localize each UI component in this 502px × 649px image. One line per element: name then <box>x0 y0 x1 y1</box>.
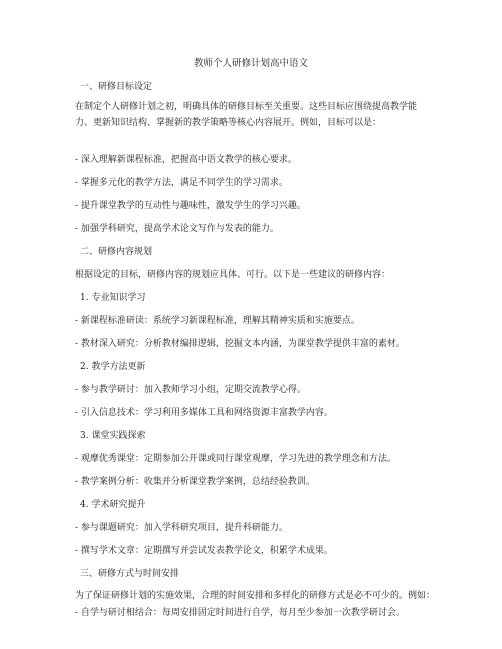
paragraph: 在制定个人研修计划之初，明确具体的研修目标至关重要。这些目标应围绕提高教学能力、更新知识结构、掌握新的教学策略等核心内容展开。例如，目标可以是： <box>75 102 418 128</box>
list-item: - 加强学科研究，提高学术论文写作与发表的能力。 <box>75 224 279 234</box>
list-item: - 自学与研讨相结合：每周安排固定时间进行自学，每月至少参加一次教学研讨会。 <box>75 608 405 618</box>
list-item: - 提升课堂教学的互动性与趣味性，激发学生的学习兴趣。 <box>75 201 306 211</box>
list-item: - 教材深入研究：分析教材编排逻辑，挖掘文本内涵，为课堂教学提供丰富的素材。 <box>75 339 405 349</box>
section-heading: 二、研修内容规划 <box>80 247 153 257</box>
subsection-heading: 3. 课堂实践探索 <box>80 431 146 441</box>
list-item: - 掌握多元化的教学方法，满足不同学生的学习需求。 <box>75 178 288 188</box>
subsection-heading: 2. 教学方法更新 <box>80 362 146 372</box>
list-item: - 撰写学术文章：定期撰写并尝试发表教学论文，积累学术成果。 <box>75 546 333 556</box>
paragraph: 为了保证研修计划的实施效果，合理的时间安排和多样化的研修方式是必不可少的。例如： <box>75 591 436 601</box>
list-item: - 引入信息技术：学习利用多媒体工具和网络资源丰富教学内容。 <box>75 408 333 418</box>
list-item: - 观摩优秀课堂：定期参加公开课或同行课堂观摩，学习先进的教学理念和方法。 <box>75 454 396 464</box>
list-item: - 参与课题研究：加入学科研究项目，提升科研能力。 <box>75 523 288 533</box>
subsection-heading: 4. 学术研究提升 <box>80 500 146 510</box>
list-item: - 深入理解新课程标准，把握高中语文教学的核心要求。 <box>75 155 297 165</box>
list-item: - 参与教学研讨：加入教师学习小组，定期交流教学心得。 <box>75 385 306 395</box>
list-item: - 教学案例分析：收集并分析课堂教学案例，总结经验教训。 <box>75 477 315 487</box>
subsection-heading: 1. 专业知识学习 <box>80 293 146 303</box>
list-item: - 新课程标准研读：系统学习新课程标准，理解其精神实质和实施要点。 <box>75 316 360 326</box>
section-heading: 一、研修目标设定 <box>80 82 153 92</box>
paragraph: 根据设定的目标，研修内容的规划应具体、可行。以下是一些建议的研修内容： <box>75 270 391 280</box>
section-heading: 三、研修方式与时间安排 <box>80 569 180 579</box>
document-title: 教师个人研修计划高中语文 <box>193 58 308 69</box>
